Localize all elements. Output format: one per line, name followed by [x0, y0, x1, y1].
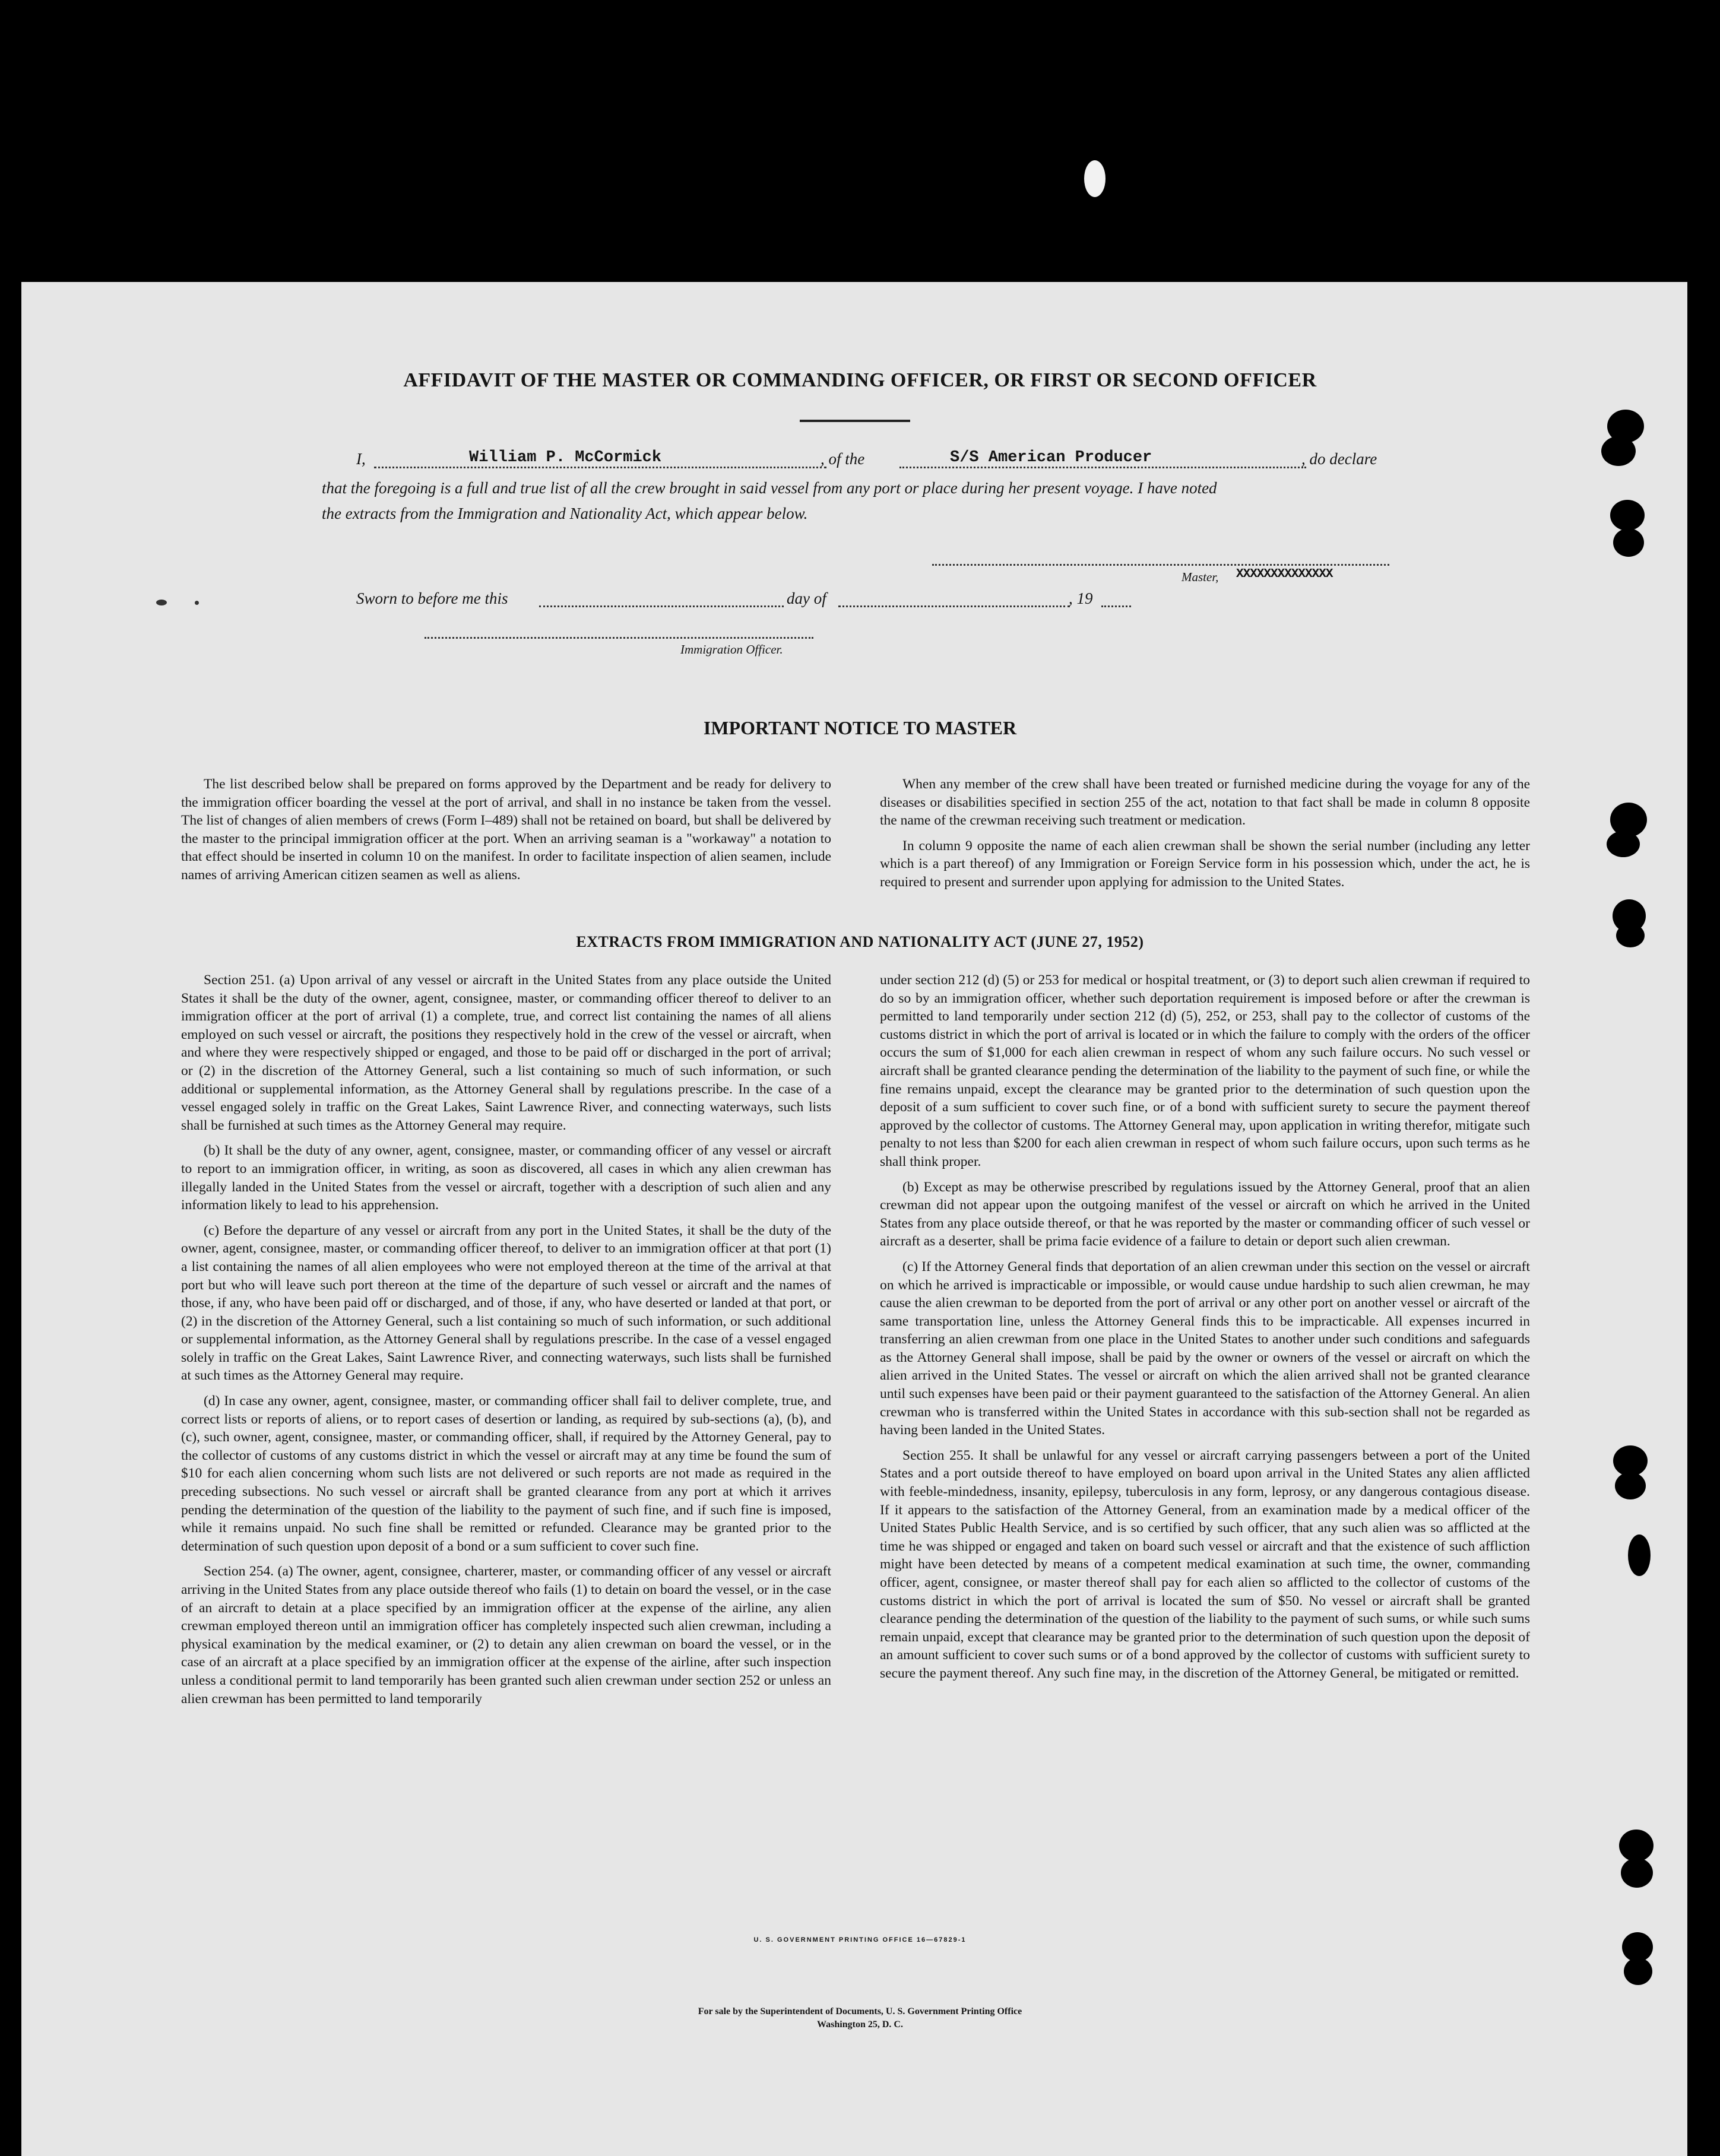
declarant-prefix: I, [356, 450, 366, 468]
extracts-right-column [880, 971, 1530, 1690]
sworn-year-line [1101, 605, 1131, 607]
sworn-date-line [539, 605, 784, 607]
extract-paragraph: Section 251. (a) Upon arrival of any vessel or aircraft in the United States from any place outside the United States it shall be the duty of the owner, agent, consignee, master, or commanding officer thereof to deliver to an immigration officer at the port of arrival (1) a complete, true, and correct list containing the names of all aliens employed on such vessel or aircraft, the positions they respectively hold in the crew of the vessel or aircraft, when and where they were respectively shipped or engaged, and those to be paid off or discharged in the port of arrival; or (2) in the discretion of the Attorney General, such a list containing so much of such information, or such additional or supplemental information, as the Attorney General shall by regulations prescribe. In the case of a vessel engaged solely in traffic on the Great Lakes, Saint Lawrence River, and connecting waterways, such lists shall be furnished at such times as the Attorney General may require. [181, 972, 831, 1133]
binder-hole [1628, 1534, 1651, 1576]
extract-paragraph: (c) Before the departure of any vessel or aircraft from any port in the United States, it shall be the duty of the owner, agent, consignee, master, or commanding officer thereof, to deliver to an immigration officer at that port (1) a list containing the names of all alien employees who were not employed thereon at the time of the arrival at that port but who will leave such port thereon at the time of the departure of such vessel or aircraft and the names of those, if any, who have been paid off or discharged, and of those, if any, who have deserted or landed at that port, or (2) in the discretion of the Attorney General, such a list containing so much of such information, or such additional or supplemental information, as the Attorney General shall by regulations prescribe. In the case of a vessel engaged solely in traffic on the Great Lakes, Saint Lawrence River, and connecting waterways, such lists shall be furnished at such times as the Attorney General may require. [181, 1222, 831, 1384]
notice-heading: IMPORTANT NOTICE TO MASTER [703, 717, 1017, 738]
notice-right-column [880, 775, 1530, 899]
declaration-line-2: the extracts from the Immigration and Nationality Act, which appear below. [322, 505, 808, 522]
sale-notice-line: Washington 25, D. C. [817, 2019, 903, 2030]
extract-paragraph: Section 254. (a) The owner, agent, consignee, charterer, master, or commanding officer of any vessel or aircraft arriving in the United States from any place outside thereof who fails (1) to detain on board the vessel, or in the case of an aircraft to detain at a place specified by an immigration officer at the expense of the airline, any alien crewman employed thereon until an immigration officer has completely inspected such alien crewman, including a physical examination by the medical examiner, or (2) to detain any alien crewman on board the vessel, or in the case of an aircraft at a place specified by an immigration officer at the expense of the airline, after such inspection unless a conditional permit to land temporarily has been granted such alien crewman under section 252 or unless an alien crewman has been permitted to land temporarily [181, 1564, 831, 1707]
do-declare-label: , do declare [1301, 450, 1377, 468]
extract-paragraph: (b) It shall be the duty of any owner, agent, consignee, master, or commanding officer of any vessel or aircraft to report to an immigration officer, in writing, as soon as discovered, all cases in which any alien crewman has illegally landed in the United States from the vessel or aircraft, together with a description of such alien and any information likely to lead to his apprehension. [181, 1143, 831, 1213]
extract-paragraph: (b) Except as may be otherwise prescribed by regulations issued by the Attorney General, proof that an alien crewman did not appear upon the outgoing manifest of the vessel or aircraft on which he arrived in the United States from any place outside thereof, or that he was reported by the master or commanding officer of such vessel or aircraft as a deserter, shall be prima facie evidence of a failure to detain or deport such alien crewman. [880, 1179, 1530, 1250]
notice-paragraph: In column 9 opposite the name of each alien crewman shall be shown the serial number (including any letter which is a part thereof) of any Immigration or Foreign Service form in his possession which, under the act, he is required to present and surrender upon applying for admission to the United States. [880, 838, 1530, 890]
year-prefix: , 19 [1069, 589, 1093, 607]
sale-notice-line: For sale by the Superintendent of Documents, U. S. Government Printing Office [698, 2006, 1022, 2017]
extracts-left-column [181, 971, 831, 1715]
binder-hole [1621, 1858, 1653, 1888]
vessel-name-line [899, 467, 1306, 468]
dust-spot [1084, 160, 1106, 197]
binder-hole [1615, 1472, 1646, 1499]
master-title-struck: XXXXXXXXXXXXXX [1236, 567, 1333, 581]
binder-hole [1610, 500, 1645, 531]
affidavit-title: AFFIDAVIT OF THE MASTER OR COMMANDING OFFICER, OR FIRST OR SECOND OFFICER [403, 369, 1317, 391]
notice-paragraph: The list described below shall be prepared on forms approved by the Department and be ready for delivery to the immigration officer boarding the vessel at the port of arrival, and shall in no instance be taken from the vessel. The list of changes of alien members of crews (Form I–489) shall not be retained on board, but shall be delivered by the master to the principal immigration officer at the port. When an arriving seaman is a "workaway" a notation to that effect should be inserted in column 10 on the manifest. In order to facilitate inspection of alien seamen, include names of arriving American citizen seamen as well as aliens. [181, 776, 831, 883]
master-signature-line [932, 564, 1389, 566]
printing-office-imprint: U. S. GOVERNMENT PRINTING OFFICE 16—67829-1 [753, 1936, 967, 1943]
master-label: Master, [1181, 570, 1219, 584]
sworn-label: Sworn to before me this [356, 589, 508, 607]
extract-paragraph: Section 255. It shall be unlawful for any vessel or aircraft carrying passengers between a port of the United States and a port outside thereof to have employed on board upon arrival in the United States any alien afflicted with feeble-mindedness, insanity, epilepsy, tuberculosis in any form, leprosy, or any dangerous contagious disease. If it appears to the satisfaction of the Attorney General, from an examination made by a medical officer of the United States Public Health Service, and is so certified by such officer, that any such alien was so afflicted at the time he was shipped or engaged and taken on board such vessel or aircraft and that the existence of such affliction might have been detected by means of a competent medical examination at such time, the owner, commanding officer, agent, consignee, or master thereof shall pay for each alien so afflicted to the collector of customs of the customs district in which the port of arrival is located the sum of $50. No vessel or aircraft shall be granted clearance pending the determination of the question of the liability to the payment of such sums, or while such sums remain unpaid, except that clearance may be granted prior to the determination of such question upon the deposit of an amount sufficient to cover such sums or of a bond approved by the collector of customs with sufficient surety to secure the payment thereof. Any such fine may, in the discretion of the Attorney General, be mitigated or remitted. [880, 1447, 1530, 1681]
binder-hole [1607, 831, 1640, 857]
binder-hole [1619, 1830, 1654, 1862]
sworn-month-line [838, 605, 1070, 607]
of-the-label: , of the [821, 450, 865, 468]
smudge-mark [195, 601, 199, 605]
binder-hole [1601, 436, 1636, 466]
vessel-name: S/S American Producer [950, 449, 1152, 467]
smudge-mark [156, 600, 167, 605]
extract-paragraph: under section 212 (d) (5) or 253 for medical or hospital treatment, or (3) to deport such alien crewman if required to do so by an immigration officer, whether such deportation requirement is imposed before or after the crewman is permitted to land temporarily under section 212 (d) (5), 252, or 253, shall pay to the collector of customs of the customs district in which the port of arrival is located or in which the failure to comply with the orders of the officer occurs the sum of $1,000 for each alien crewman in respect of whom any such failure occurs. No such vessel or aircraft shall be granted clearance pending the determination of the liability to the payment of such fine, or while the fine remains unpaid, except the clearance may be granted prior to the determination of such question upon the deposit of a sum sufficient to cover such fine, or of a bond with sufficient surety to secure the payment thereof approved by the collector of customs. The Attorney General may, upon application in writing therefor, mitigate such penalty to not less than $200 for each alien crewman in respect of whom such failure occurs, upon such terms as he shall think proper. [880, 972, 1530, 1169]
title-underline [800, 420, 910, 422]
sale-notice [0, 2005, 1720, 2031]
binder-hole [1613, 528, 1644, 557]
day-of-label: day of [787, 589, 826, 607]
declarant-name-line [374, 467, 826, 468]
extracts-heading: EXTRACTS FROM IMMIGRATION AND NATIONALITY ACT (JUNE 27, 1952) [576, 933, 1144, 950]
declaration-line-1: that the foregoing is a full and true list of all the crew brought in said vessel from any port or place during her present voyage. I have noted [322, 479, 1217, 497]
officer-signature-line [425, 637, 813, 639]
declarant-name: William P. McCormick [469, 449, 662, 467]
notice-paragraph: When any member of the crew shall have been treated or furnished medicine during the voyage for any of the diseases or disabilities specified in section 255 of the act, notation to that fact shall be made in column 8 opposite the name of the crewman receiving such treatment or medication. [880, 776, 1530, 829]
binder-hole [1624, 1958, 1652, 1985]
notice-left-column [181, 775, 831, 892]
extract-paragraph: (c) If the Attorney General finds that deportation of an alien crewman under this section on the vessel or aircraft on which he arrived is impracticable or impossible, or would cause undue hardship to such alien crewman, he may cause the alien crewman to be deported from the port of arrival or any other port on another vessel or aircraft of the same transportation line, unless the Attorney General finds this to be impracticable. All expenses incurred in transferring an alien crewman from one place in the United States to another under such conditions and safeguards as the Attorney General shall impose, shall be paid by the owner or owners of the vessel or aircraft on which the alien arrived in the United States. The vessel or aircraft on which the alien arrived shall not be granted clearance until such expenses have been paid or their payment guaranteed to the satisfaction of the Attorney General. An alien crewman who is transferred within the United States in accordance with this sub-section shall not be regarded as having been landed in the United States. [880, 1258, 1530, 1438]
extract-paragraph: (d) In case any owner, agent, consignee, master, or commanding officer shall fail to deliver complete, true, and correct lists or reports of aliens, or to report cases of desertion or landing, as required by sub-sections (a), (b), and (c), such owner, agent, consignee, master, or commanding officer, shall, if required by the Attorney General, pay to the collector of customs of any customs district in which the vessel or aircraft may at any time be found the sum of $10 for each alien concerning whom such lists are not delivered or such reports are not made as required in the preceding subsections. No such vessel or aircraft shall be granted clearance from any port at which it arrives pending the determination of the question of the liability to the payment of such fine, and if such fine is imposed, while it remains unpaid. No such fine shall be remitted or refunded. Clearance may be granted prior to the determination of such question upon deposit of a bond or a sum sufficient to cover such fine. [181, 1393, 831, 1554]
officer-label: Immigration Officer. [680, 642, 783, 657]
